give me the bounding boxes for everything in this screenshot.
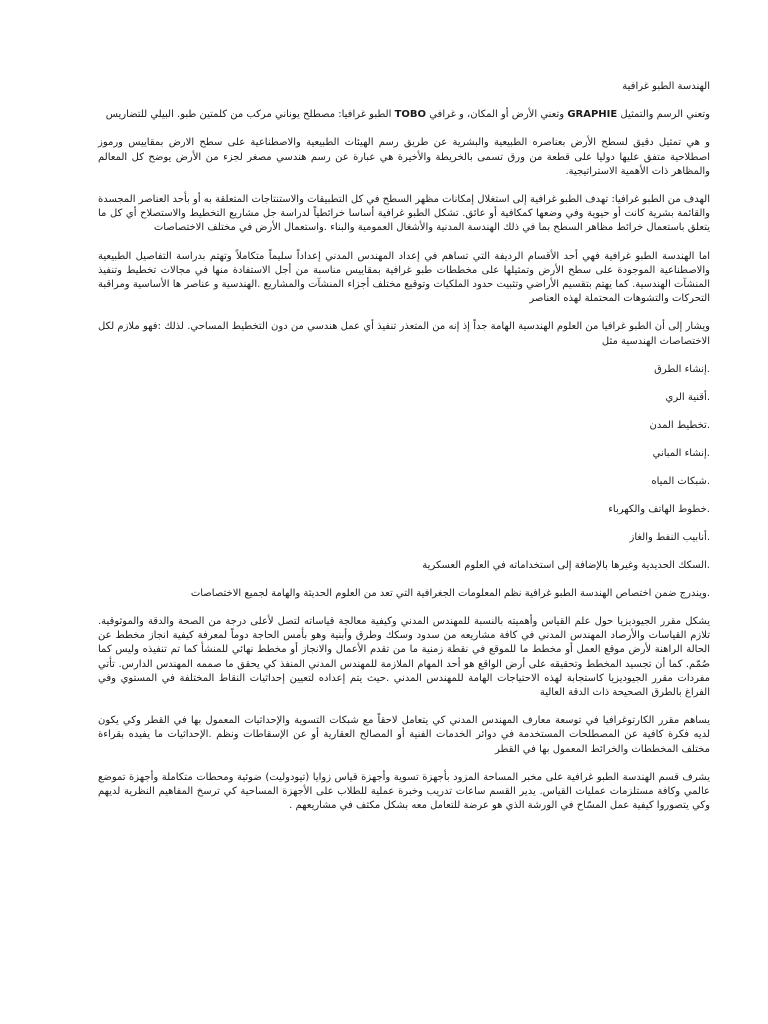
- paragraph-cartography: يساهم مقرر الكارتوغرافيا في توسعة معارف المهندس المدني كي يتعامل لاحقاً مع شبكات التسوية والإحداثيات المعمول بها في القطر وكي يكون لديه فكرة كافية عن المصطلحات المستخدمة في دوائر الخدمات الفنية أو المصالح العقارية أو عن الإسقاطات ونظم .الإحداثيات ما يفيده بقراءة مختلف المخططات والخرائط المعمول بها في القطر: [98, 715, 710, 755]
- applications-list: [98, 363, 710, 573]
- paragraph-gis: .ويندرج ضمن اختصاص الهندسة الطبو غرافية نظم المعلومات الجغرافية التي تعد من العلوم الحديثة والهامة لجميع الاختصاصات: [190, 587, 710, 599]
- paragraph-topographic-engineering: اما الهندسة الطبو غرافية فهي أحد الأقسام الرديفة التي تساهم في إعداد المهندس المدني إعداداً سليماً متكاملاً وتهتم بدراسة التفاصيل الطبيعية والاصطناعية الموجودة على سطح الأرض وتمثيلها على مخططات طبو غرافية بمقاييس مناسبة من أجل الاستفادة منها في مجالات تخطيط وتنفيذ المنشآت الهندسية. كما يهتم بتقسيم الأراضي وتثبيت حدود الملكيات وتوقيع مختلف أجزاء المنشآت والمشاريع .الهندسية و عناصر ها الأساسية ومراقبة التحركات والتشوهات المحتملة لهذه العناصر: [98, 250, 710, 305]
- etymology-part-e: الطبو غرافيا: مصطلح يوناني مركب من كلمتين طبو. البيلي للتضاريس: [105, 109, 392, 121]
- paragraph-goal: الهدف من الطبو غرافيا: تهدف الطبو غرافية إلى استغلال إمكانات مظهر السطح في كل التطبيقات والاستنتاجات المتعلقة به أو بأحد العناصر المجسدة والقائمة بشرية كانت أو حيوية وفي وضعها كمكافية أو عائق. تشكل الطبو غرافية أساسا خرائطياً لدراسة جل مشاريع التخطيط والاستصلاح أي كل ما يتعلق باستعمال خرائط مظاهر السطح بما في ذلك الهندسة المدنية والأشغال العمومية والبناء .واستعمال الأرض في مختلف الاختصاصات: [98, 194, 710, 234]
- list-item: .خطوط الهاتف والكهرباء: [608, 503, 710, 515]
- paragraph-survey-lab: يشرف قسم الهندسة الطبو غرافية على مخبر المساحة المزود بأجهزة تسوية وأجهزة قياس زوايا (تيودوليت) ضوئية ومحطات متكاملة وأجهزة تموضع عالمي وكافة مستلزمات عمليات القياس. يدير القسم ساعات تدريب وخبرة عملية للطلاب على الأجهزة المساحية كي ترسخ المفاهيم النظرية لديهم وكي يتصوروا كيفية عمل المسّاح في الورشة الذي هو عرضة للتعامل معه بشكل مكثف في مشاريعهم .: [98, 771, 710, 812]
- paragraph-importance: ويشار إلى أن الطبو غرافيا من العلوم الهندسية الهامة جداً إذ إنه من المتعذر تنفيذ أي عمل هندسي من دون التخطيط المساحي. لذلك :فهو ملازم لكل الاختصاصات الهندسية مثل: [98, 321, 710, 347]
- list-item: .أنابيب النفط والغاز: [629, 531, 710, 543]
- paragraph-definition: و هي تمثيل دقيق لسطح الأرض بعناصره الطبيعية والبشرية عن طريق رسم الهيئات الطبيعية والاصطناعية على سطح الارض بمقاييس ورموز اصطلاحية متفق عليها دوليا على قطعة من ورق تسمى بالخريطة والأخيرة هي عبارة عن رسم هندسي مصغر لجزء من الأرض يوضح كل المعالم والمظاهر ذات الأهمية الاستراتيجية.: [98, 137, 710, 177]
- list-item: .إنشاء الطرق: [654, 363, 710, 375]
- list-item: .إنشاء المباني: [652, 447, 710, 459]
- list-item: .تخطيط المدن: [649, 419, 710, 431]
- page-title: الهندسة الطبو غرافية: [622, 81, 710, 92]
- list-item: .أقنية الري: [665, 391, 710, 403]
- paragraph-etymology: [98, 108, 710, 122]
- term-tobo: TOBO: [394, 109, 427, 121]
- etymology-part-a: وتعني الرسم والتمثيل: [620, 109, 710, 121]
- etymology-part-c: وتعني الأرض أو المكان، و غرافي: [429, 109, 565, 121]
- paragraph-geodesy: يشكل مقرر الجيوديزيا حول علم القياس وأهميته بالنسبة للمهندس المدني وكيفية معالجة قياساته لتصل لأعلى درجة من الصحة والدقة والموثوقية. تلازم القياسات والأرصاد المهندس المدني في كافة مشاريعه من سدود وسكك وطرق وأبنية وهو بأمس الحاجة دوماً لمعرفة كيفية انجاز مخطط عن الحالة الراهنة لأرض موقع العمل أو مخطط ما للموقع في نقطة زمنية ما من تقدم الأعمال والانجاز أو مخطط نهائي للمنشأ كما تم تنفيذه وليس كما صُمّم. كما أن تجسيد المخطط وتحقيقه على أرض الواقع هو أحد المهام الملازمة للمهندس المدني المنفذ كي يحقق ما صممه المهندس الدارس. تأتي مفردات مقرر الجيوديزيا كاستجابة لهذه الاحتياجات الهامة للمهندس المدني .حيث يتم إعداده لتعيين إحداثيات النقاط المختلفة في المستوي وفي الفراغ بالطرق الصحيحة ذات الدقة العالية: [98, 616, 710, 699]
- term-graphie: GRAPHIE: [567, 109, 618, 121]
- list-item: .السكك الحديدية وغيرها بالإضافة إلى استخداماته في العلوم العسكرية: [422, 559, 710, 571]
- list-item: .شبكات المياه: [651, 475, 710, 487]
